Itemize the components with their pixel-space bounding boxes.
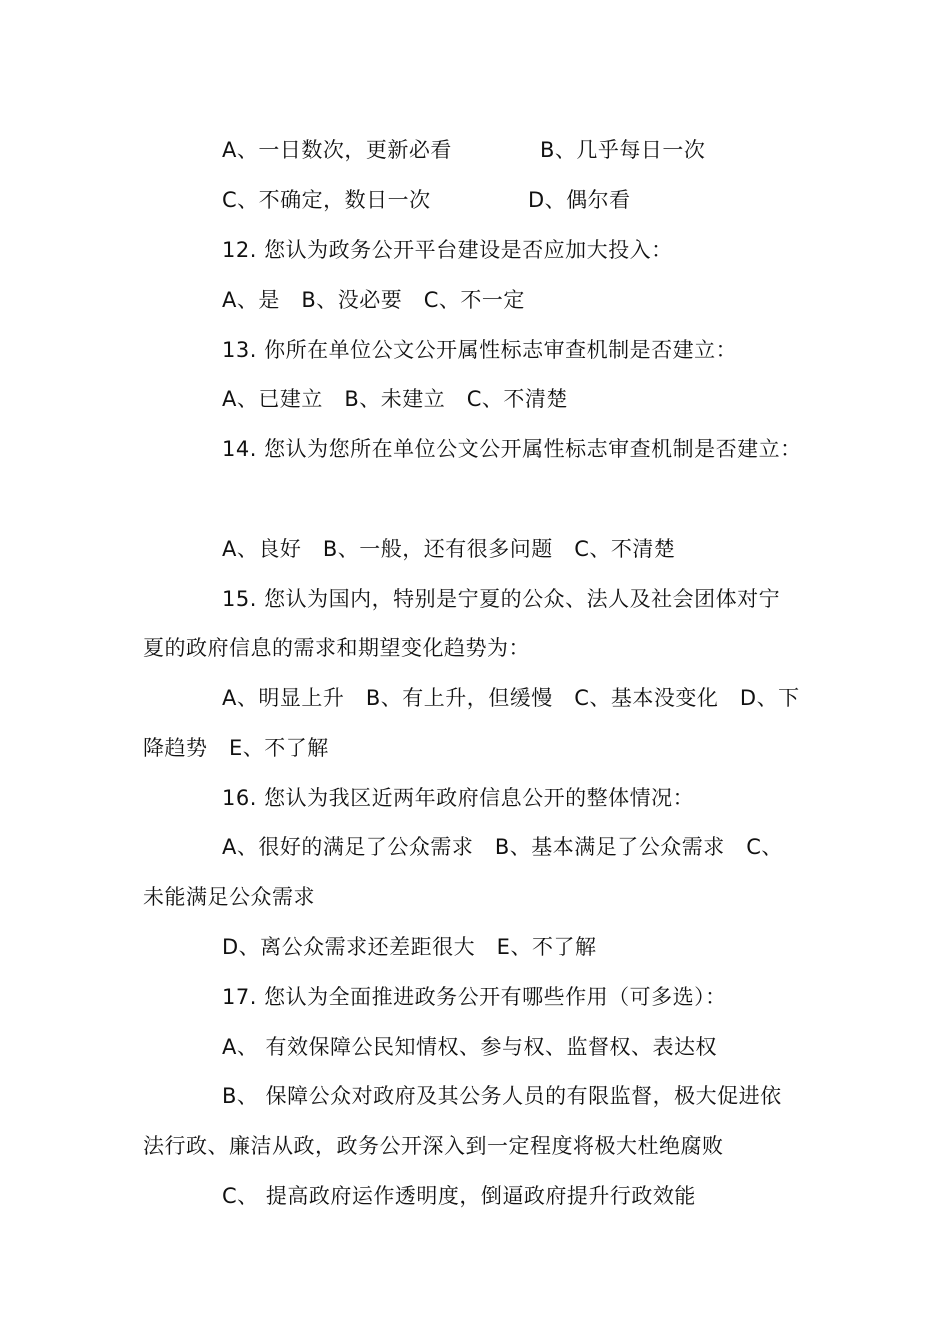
question-16: 16. 您认为我区近两年政府信息公开的整体情况： (222, 786, 695, 810)
q17-option-c: C、 提高政府运作透明度，倒逼政府提升行政效能 (222, 1184, 696, 1208)
q14-options: A、良好 B、一般，还有很多问题 C、不清楚 (222, 537, 676, 561)
q17-option-b-line-1: B、 保障公众对政府及其公务人员的有限监督，极大促进依 (222, 1084, 782, 1108)
q13-options: A、已建立 B、未建立 C、不清楚 (222, 387, 568, 411)
q17-option-a: A、 有效保障公民知情权、参与权、监督权、表达权 (222, 1035, 718, 1059)
q15-options-line-1: A、明显上升 B、有上升，但缓慢 C、基本没变化 D、下 (222, 686, 800, 710)
question-13: 13. 你所在单位公文公开属性标志审查机制是否建立： (222, 338, 738, 362)
question-15-line-1: 15. 您认为国内，特别是宁夏的公众、法人及社会团体对宁 (222, 587, 781, 611)
question-14: 14. 您认为您所在单位公文公开属性标志审查机制是否建立： (222, 437, 802, 461)
q11-option-d: D、偶尔看 (528, 188, 631, 212)
q11-option-a: A、一日数次，更新必看 (222, 138, 452, 162)
question-15-line-2: 夏的政府信息的需求和期望变化趋势为： (143, 636, 530, 660)
q16-options-line-3: D、离公众需求还差距很大 E、不了解 (222, 935, 597, 959)
q17-option-b-line-2: 法行政、廉洁从政，政务公开深入到一定程度将极大杜绝腐败 (143, 1134, 724, 1158)
q12-options: A、是 B、没必要 C、不一定 (222, 288, 525, 312)
question-17: 17. 您认为全面推进政务公开有哪些作用（可多选）： (222, 985, 727, 1009)
q11-option-c: C、不确定，数日一次 (222, 188, 431, 212)
question-12: 12. 您认为政务公开平台建设是否应加大投入： (222, 238, 673, 262)
q15-options-line-2: 降趋势 E、不了解 (143, 736, 329, 760)
q16-options-line-1: A、很好的满足了公众需求 B、基本满足了公众需求 C、 (222, 835, 783, 859)
q16-options-line-2: 未能满足公众需求 (143, 885, 315, 909)
q11-option-b: B、几乎每日一次 (540, 138, 706, 162)
